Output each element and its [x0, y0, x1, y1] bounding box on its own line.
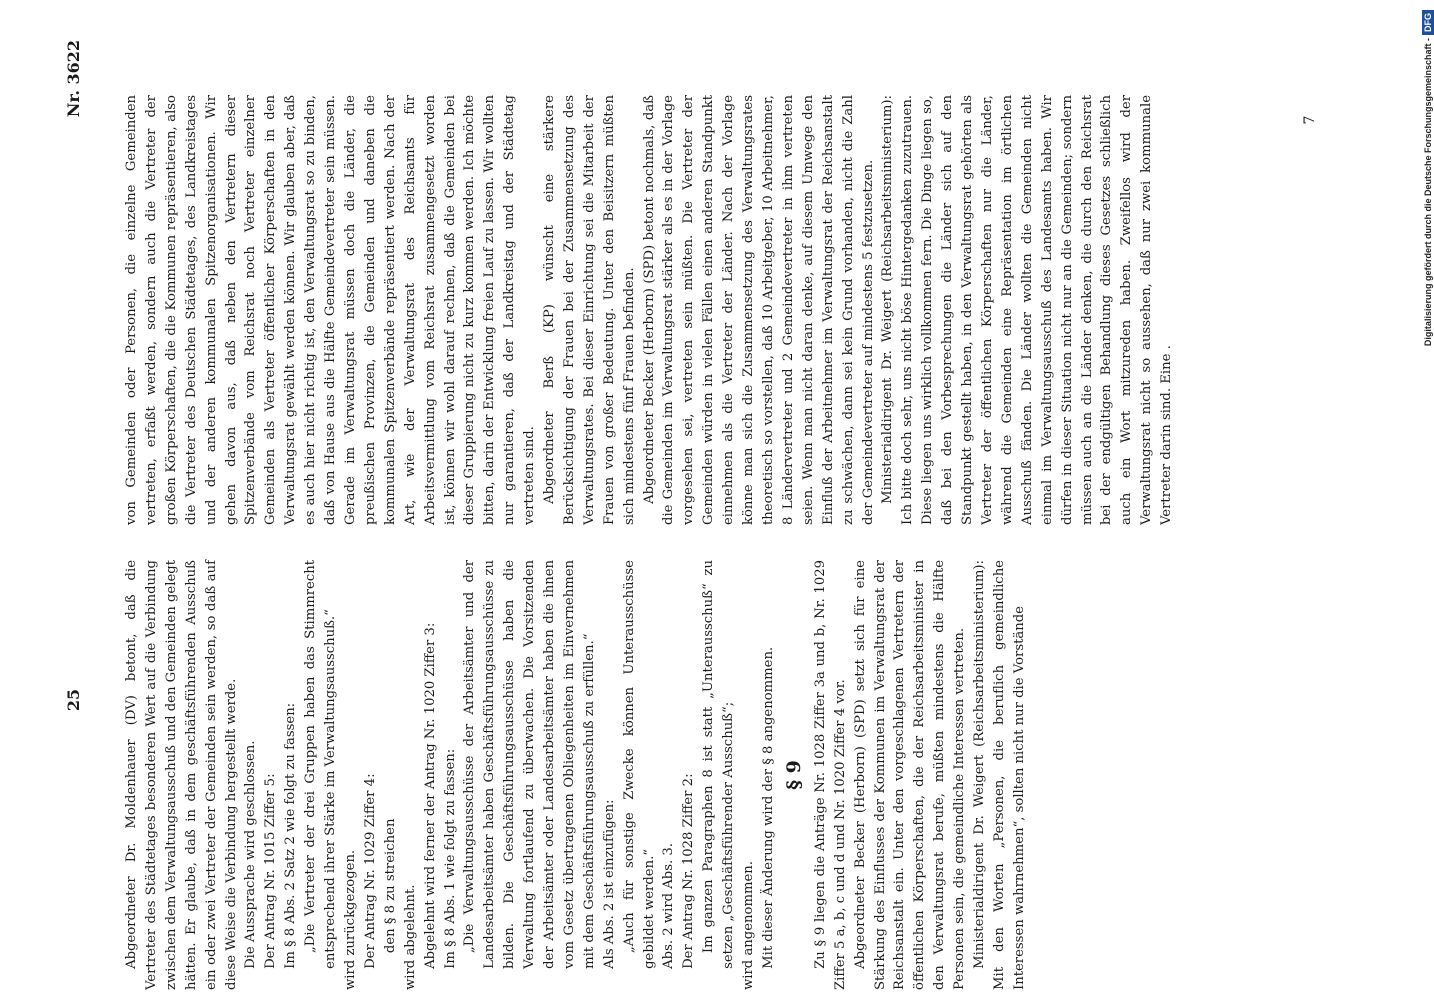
paragraph: wird zurückgezogen.	[342, 849, 358, 990]
footer-number: 7	[1302, 115, 1318, 125]
credit-text-row	[1420, 10, 1434, 990]
paragraph: Im ganzen Paragraphen 8 ist statt „Unterausschuß“ zu setzen „Geschäftsführender Ausschuß“;	[701, 560, 737, 969]
paragraph: Im § 8 Abs. 2 Satz 2 wie folgt zu fassen:	[283, 702, 299, 969]
paragraph: von Gemeinden oder Personen, die einzelne Gemeinden vertreten, erfaßt werden, sondern auch die Vertreter der großen Körperschaften, die die Kommunen repräsentieren, also die Vertreter des Deutschen Städtetages, des Landkreistages und der anderen kommunalen Spitzenorganisationen. Wir gehen davon aus, daß neben den Vertretern dieser Spitzenverbände vom Reichsrat noch Vertreter einzelner Gemeinden als Vertreter öffentlicher Körperschaften in den Verwaltungsrat gewählt werden können. Wir glauben aber, daß es auch hier nicht richtig ist, den Verwaltungsrat so zu binden, daß von Hause aus die Hälfte Gemeindevertreter sein müssen. Gerade im Verwaltungsrat müssen doch die Länder, die preußischen Provinzen, die Gemeinden und daneben die kommunalen Spitzenverbände repräsentiert werden. Nach der Art, wie der Verwaltungsrat des Reichsamts für Arbeitsvermittlung vom Reichsrat zusammengesetzt worden ist, können wir wohl darauf rechnen, daß die Gemeinden bei dieser Gruppierung nicht zu kurz kommen werden. Ich möchte bitten, darin der Entwicklung freien Lauf zu lassen. Wir wollten nur garantieren, daß der Landkreistag und der Städtetag vertreten sind.	[124, 95, 538, 525]
document-number: Nr. 3622	[64, 40, 83, 118]
paragraph: „Die Verwaltungsausschüsse der Arbeitsämter und der Landesarbeitsämter haben Geschäftsführungsausschüsse zu bilden. Die Geschäftsführungsausschüsse haben die Verwaltung fortlaufend zu überwachen. Die Vorsitzenden der Arbeitsämter oder Landesarbeitsämter haben die ihnen vom Gesetz übertragenen Obliegenheiten im Einvernehmen mit dem Geschäftsführungsausschuß zu erfüllen.“	[462, 560, 597, 969]
page-number: 25	[64, 688, 83, 712]
paragraph: Der Antrag Nr. 1029 Ziffer 4:	[362, 773, 378, 969]
digitization-credit	[1420, 10, 1434, 990]
paragraph: Ministerialdirigent Dr. Weigert (Reichsarbeitsministerium): Mit den Worten „Personen, die beruflich gemeindliche Interessen wahrnehmen“, sollten nicht nur die Vorstände	[972, 560, 1027, 990]
section-heading: § 9	[782, 760, 805, 790]
paragraph: Abgeordneter Dr. Moldenhauer (DV) betont, daß die Vertreter des Städtetages besonderen Wert auf die Verbindung zwischen dem Verwaltungsausschuß und den Gemeinden gelegt hätten. Er glaube, daß in dem geschäftsführenden Ausschuß ein oder zwei Vertreter der Gemeinden sein werden, so daß auf diese Weise die Verbindung hergestellt werde.	[124, 560, 239, 990]
paragraph: Abs. 2 wird Abs. 3.	[661, 843, 677, 969]
paragraph: Abgeordneter Becker (Herborn) (SPD) setzt sich für eine Stärkung des Einflusses der Kommunen im Verwaltungsrat der Reichsanstalt ein. Unter den vorgeschlagenen Vertretern der öffentlichen Körperschaften, die der Reichsarbeitsminister in den Verwaltungsrat berufe, müßten mindestens die Hälfte Personen sein, die gemeindliche Interessen vertreten.	[852, 560, 968, 990]
rotated-page-content	[52, 40, 1352, 990]
dfg-logo: DFG	[1422, 10, 1434, 35]
paragraph: Der Antrag Nr. 1028 Ziffer 2:	[681, 773, 697, 969]
paragraph: Zu § 9 liegen die Anträge Nr. 1028 Ziffer 3a und b, Nr. 1029 Ziffer 5 a, b, c und d und Nr. 1020 Ziffer 4 vor.	[812, 560, 848, 990]
paragraph: Im § 8 Abs. 1 wie folgt zu fassen:	[442, 748, 458, 969]
paragraph: Mit dieser Änderung wird der § 8 angenommen.	[761, 646, 776, 969]
right-column	[122, 95, 1177, 525]
paragraph: „Auch für sonstige Zwecke können Unterausschüsse gebildet werden.“	[621, 560, 657, 969]
credit-text: Digitalisierung gefördert durch die Deutsche Forschungsgemeinschaft -	[1423, 38, 1433, 347]
paragraph: Als Abs. 2 ist einzufügen:	[601, 799, 617, 969]
paragraph: Der Antrag Nr. 1015 Ziffer 5:	[263, 773, 279, 969]
paragraph: wird angenommen.	[741, 861, 757, 990]
left-column	[122, 560, 1030, 990]
paragraph: Abgelehnt wird ferner der Antrag Nr. 1020 Ziffer 3:	[422, 622, 438, 969]
paragraph: Die Aussprache wird geschlossen.	[243, 740, 259, 969]
paragraph: Abgeordneter Berß (KP) wünscht eine stärkere Berücksichtigung der Frauen bei der Zusammensetzung des Verwaltungsrates. Bei dieser Einrichtung sei die Mitarbeit der Frauen von großer Bedeutung. Unter den Beisitzern müßten sich mindestens fünf Frauen befinden.	[542, 95, 637, 525]
paragraph: Ministerialdirigent Dr. Weigert (Reichsarbeitsministerium): Ich bitte doch sehr, uns nicht böse Hintergedanken zuzutrauen. Diese liegen uns wirklich vollkommen fern. Die Dinge liegen so, daß bei den Vorbesprechungen die Länder sich auf den Standpunkt gestellt haben, in den Verwaltungsrat gehörten als Vertreter der öffentlichen Körperschaften nur die Länder, während die Gemeinden eine Repräsentation im örtlichen Ausschuß fänden. Die Länder wollten die Gemeinden nicht einmal im Verwaltungsausschuß des Landesamts haben. Wir dürfen in dieser Situation nicht nur an die Gemeinden; sondern müssen auch an die Länder denken, die durch den Reichsrat bei der endgültigen Behandlung dieses Gesetzes schließlich auch ein Wort mitzureden haben. Zweifellos wird der Verwaltungsrat nicht so aussehen, daß nur zwei kommunale Vertreter darin sind. Eine .	[880, 95, 1175, 525]
paragraph: den § 8 zu streichen	[382, 818, 398, 954]
paragraph: „Die Vertreter der drei Gruppen haben das Stimmrecht entsprechend ihrer Stärke im Verwaltungsausschuß.“	[303, 560, 339, 969]
paragraph: wird abgelehnt.	[402, 884, 418, 990]
paragraph: Abgeordneter Becker (Herborn) (SPD) betont nochmals, daß die Gemeinden im Verwaltungsrat stärker als es in der Vorlage vorgesehen sei, vertreten sein müßten. Die Vertreter der Gemeinden würden in vielen Fällen einen anderen Standpunkt einnehmen als die Vertreter der Länder. Nach der Vorlage könne man sich die Zusammensetzung des Verwaltungsrates theoretisch so vorstellen, daß 10 Arbeitgeber, 10 Arbeitnehmer, 8 Ländervertreter und 2 Gemeindevertreter in ihm vertreten seien. Wenn man nicht daran denke, auf diesem Umwege den Einfluß der Arbeitnehmer im Verwaltungsrat der Reichsanstalt zu schwächen, dann sei kein Grund vorhanden, nicht die Zahl der Gemeindevertreter auf mindestens 5 festzusetzen.	[641, 95, 876, 525]
